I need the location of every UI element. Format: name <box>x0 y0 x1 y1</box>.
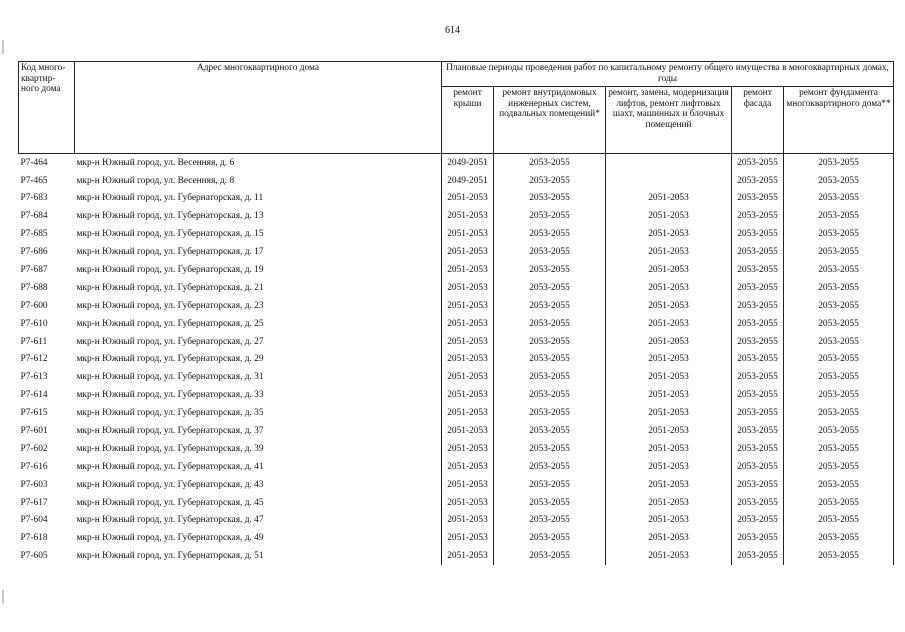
cell-facade: 2053-2055 <box>732 494 784 512</box>
cell-facade: 2053-2055 <box>732 422 784 440</box>
cell-foundation: 2053-2055 <box>784 458 894 476</box>
cell-lifts: 2051-2053 <box>606 476 732 494</box>
cell-lifts: 2051-2053 <box>606 548 732 566</box>
cell-address: мкр-н Южный город, ул. Губернаторская, д. 31 <box>76 372 264 383</box>
cell-lifts: 2051-2053 <box>606 333 732 351</box>
cell-facade: 2053-2055 <box>732 226 784 244</box>
cell-systems: 2053-2055 <box>494 494 606 512</box>
cell-roof: 2051-2053 <box>442 297 494 315</box>
cell-systems: 2053-2055 <box>494 440 606 458</box>
cell-code: Р7-611 <box>20 336 48 347</box>
cell-lifts: 2051-2053 <box>606 512 732 530</box>
cell-roof: 2051-2053 <box>442 548 494 566</box>
cell-code: Р7-612 <box>20 354 48 365</box>
cell-facade: 2053-2055 <box>732 548 784 566</box>
cell-code: Р7-685 <box>20 229 48 240</box>
header-foundation: ремонт фундамента многоквартирного дома** <box>784 87 894 154</box>
cell-systems: 2053-2055 <box>494 422 606 440</box>
cell-roof: 2051-2053 <box>442 333 494 351</box>
header-address: Адрес многоквартирного дома <box>75 62 442 154</box>
cell-systems: 2053-2055 <box>494 208 606 226</box>
cell-foundation: 2053-2055 <box>784 494 894 512</box>
cell-roof: 2051-2053 <box>442 404 494 422</box>
cell-facade: 2053-2055 <box>732 512 784 530</box>
cell-address: мкр-н Южный город, ул. Губернаторская, д. 27 <box>76 336 264 347</box>
table-row <box>19 190 894 208</box>
cell-address: мкр-н Южный город, ул. Губернаторская, д. 19 <box>76 264 264 275</box>
cell-code: Р7-605 <box>20 551 48 562</box>
table-row <box>19 476 894 494</box>
cell-code: Р7-464 <box>20 157 48 168</box>
cell-code: Р7-602 <box>20 443 48 454</box>
cell-systems: 2053-2055 <box>494 387 606 405</box>
cell-foundation: 2053-2055 <box>784 387 894 405</box>
cell-systems: 2053-2055 <box>494 226 606 244</box>
cell-lifts: 2051-2053 <box>606 404 732 422</box>
cell-code: Р7-465 <box>20 175 48 186</box>
cell-code: Р7-613 <box>20 372 48 383</box>
table-row <box>19 154 894 172</box>
cell-facade: 2053-2055 <box>732 154 784 172</box>
cell-lifts: 2051-2053 <box>606 422 732 440</box>
table-row <box>19 494 894 512</box>
header-facade: ремонт фасада <box>732 87 784 154</box>
cell-address: мкр-н Южный город, ул. Губернаторская, д. 41 <box>76 461 264 472</box>
cell-systems: 2053-2055 <box>494 243 606 261</box>
cell-lifts: 2051-2053 <box>606 208 732 226</box>
cell-systems: 2053-2055 <box>494 476 606 494</box>
cell-address: мкр-н Южный город, ул. Губернаторская, д. 29 <box>76 354 264 365</box>
capital-repair-schedule-table <box>18 61 894 565</box>
cell-code: Р7-684 <box>20 211 48 222</box>
cell-roof: 2051-2053 <box>442 476 494 494</box>
cell-roof: 2051-2053 <box>442 440 494 458</box>
table-row <box>19 226 894 244</box>
header-planned-periods: Плановые периоды проведения работ по капитальному ремонту общего имущества в многоквартирных домах, годы <box>442 62 894 87</box>
cell-code: Р7-615 <box>20 408 48 419</box>
cell-roof: 2051-2053 <box>442 315 494 333</box>
cell-facade: 2053-2055 <box>732 208 784 226</box>
cell-foundation: 2053-2055 <box>784 476 894 494</box>
cell-code: Р7-688 <box>20 282 48 293</box>
cell-lifts: 2051-2053 <box>606 530 732 548</box>
cell-facade: 2053-2055 <box>732 476 784 494</box>
cell-code: Р7-614 <box>20 390 48 401</box>
cell-lifts: 2051-2053 <box>606 440 732 458</box>
cell-address: мкр-н Южный город, ул. Губернаторская, д. 39 <box>76 443 264 454</box>
table-row <box>19 315 894 333</box>
cell-systems: 2053-2055 <box>494 154 606 172</box>
cell-facade: 2053-2055 <box>732 333 784 351</box>
cell-systems: 2053-2055 <box>494 351 606 369</box>
header-lifts: ремонт, замена, модернизация лифтов, ремонт лифтовых шахт, машинных и блочных помещений <box>606 87 732 154</box>
cell-roof: 2051-2053 <box>442 422 494 440</box>
cell-address: мкр-н Южный город, ул. Губернаторская, д. 17 <box>76 247 264 258</box>
cell-foundation: 2053-2055 <box>784 548 894 566</box>
cell-foundation: 2053-2055 <box>784 172 894 190</box>
cell-facade: 2053-2055 <box>732 387 784 405</box>
cell-roof: 2049-2051 <box>442 172 494 190</box>
cell-systems: 2053-2055 <box>494 297 606 315</box>
cell-address: мкр-н Южный город, ул. Губернаторская, д. 13 <box>76 211 264 222</box>
cell-foundation: 2053-2055 <box>784 190 894 208</box>
cell-roof: 2051-2053 <box>442 458 494 476</box>
cell-foundation: 2053-2055 <box>784 279 894 297</box>
cell-lifts: 2051-2053 <box>606 279 732 297</box>
cell-lifts: 2051-2053 <box>606 351 732 369</box>
table-row <box>19 369 894 387</box>
cell-foundation: 2053-2055 <box>784 351 894 369</box>
cell-address: мкр-н Южный город, ул. Губернаторская, д. 49 <box>76 533 264 544</box>
cell-roof: 2051-2053 <box>442 369 494 387</box>
cell-lifts: 2051-2053 <box>606 387 732 405</box>
table-row <box>19 243 894 261</box>
cell-facade: 2053-2055 <box>732 261 784 279</box>
cell-systems: 2053-2055 <box>494 458 606 476</box>
cell-systems: 2053-2055 <box>494 512 606 530</box>
table-row <box>19 208 894 226</box>
cell-foundation: 2053-2055 <box>784 226 894 244</box>
cell-address: мкр-н Южный город, ул. Губернаторская, д. 25 <box>76 318 264 329</box>
cell-systems: 2053-2055 <box>494 333 606 351</box>
cell-lifts: 2051-2053 <box>606 369 732 387</box>
cell-systems: 2053-2055 <box>494 315 606 333</box>
cell-address: мкр-н Южный город, ул. Губернаторская, д. 33 <box>76 390 264 401</box>
cell-facade: 2053-2055 <box>732 369 784 387</box>
table-row <box>19 548 894 566</box>
table-row <box>19 351 894 369</box>
cell-lifts: 2051-2053 <box>606 315 732 333</box>
cell-roof: 2051-2053 <box>442 530 494 548</box>
table-row <box>19 440 894 458</box>
table-row <box>19 404 894 422</box>
cell-code: Р7-610 <box>20 318 48 329</box>
cell-foundation: 2053-2055 <box>784 333 894 351</box>
cell-code: Р7-604 <box>20 515 48 526</box>
cell-code: Р7-603 <box>20 479 48 490</box>
cell-roof: 2051-2053 <box>442 279 494 297</box>
cell-facade: 2053-2055 <box>732 404 784 422</box>
cell-roof: 2049-2051 <box>442 154 494 172</box>
scan-margin-mark <box>2 40 4 54</box>
cell-code: Р7-600 <box>20 300 48 311</box>
cell-lifts: 2051-2053 <box>606 190 732 208</box>
scan-margin-mark <box>2 590 4 604</box>
cell-code: Р7-601 <box>20 426 48 436</box>
cell-lifts: 2051-2053 <box>606 297 732 315</box>
cell-lifts: 2051-2053 <box>606 261 732 279</box>
table-row <box>19 261 894 279</box>
cell-code: Р7-687 <box>20 264 48 275</box>
cell-systems: 2053-2055 <box>494 261 606 279</box>
cell-foundation: 2053-2055 <box>784 315 894 333</box>
cell-roof: 2051-2053 <box>442 226 494 244</box>
cell-systems: 2053-2055 <box>494 548 606 566</box>
table-row <box>19 512 894 530</box>
cell-code: Р7-616 <box>20 461 48 472</box>
cell-foundation: 2053-2055 <box>784 243 894 261</box>
table-row <box>19 333 894 351</box>
cell-address: мкр-н Южный город, ул. Губернаторская, д. 11 <box>76 193 264 204</box>
table-row <box>19 458 894 476</box>
cell-roof: 2051-2053 <box>442 387 494 405</box>
cell-roof: 2051-2053 <box>442 351 494 369</box>
cell-lifts: 2051-2053 <box>606 243 732 261</box>
cell-code: Р7-683 <box>20 193 48 204</box>
cell-address: мкр-н Южный город, ул. Губернаторская, д. 21 <box>76 282 264 293</box>
cell-facade: 2053-2055 <box>732 243 784 261</box>
cell-address: мкр-н Южный город, ул. Губернаторская, д. 51 <box>76 551 264 562</box>
table-header <box>19 62 894 154</box>
cell-lifts: 2051-2053 <box>606 458 732 476</box>
cell-roof: 2051-2053 <box>442 190 494 208</box>
header-roof: ремонт крыши <box>442 87 494 154</box>
page-number: 614 <box>445 25 460 36</box>
cell-facade: 2053-2055 <box>732 172 784 190</box>
cell-systems: 2053-2055 <box>494 530 606 548</box>
cell-address: мкр-н Южный город, ул. Губернаторская, д. 45 <box>76 497 264 508</box>
cell-foundation: 2053-2055 <box>784 154 894 172</box>
cell-facade: 2053-2055 <box>732 315 784 333</box>
cell-systems: 2053-2055 <box>494 172 606 190</box>
cell-facade: 2053-2055 <box>732 440 784 458</box>
cell-facade: 2053-2055 <box>732 190 784 208</box>
cell-foundation: 2053-2055 <box>784 297 894 315</box>
cell-foundation: 2053-2055 <box>784 404 894 422</box>
table-row <box>19 422 894 440</box>
cell-lifts <box>606 154 732 172</box>
cell-facade: 2053-2055 <box>732 279 784 297</box>
cell-address: мкр-н Южный город, ул. Весенняя, д. 6 <box>76 157 235 168</box>
cell-address: мкр-н Южный город, ул. Губернаторская, д. 35 <box>76 408 264 419</box>
cell-facade: 2053-2055 <box>732 297 784 315</box>
table-row <box>19 387 894 405</box>
header-systems: ремонт внутридомовых инженерных систем, подвальных помещений* <box>494 87 606 154</box>
cell-systems: 2053-2055 <box>494 404 606 422</box>
cell-roof: 2051-2053 <box>442 261 494 279</box>
table-row <box>19 297 894 315</box>
cell-address: мкр-н Южный город, ул. Губернаторская, д. 43 <box>76 479 264 490</box>
header-code: Код много-квартир-ного дома <box>19 62 75 154</box>
cell-roof: 2051-2053 <box>442 512 494 530</box>
cell-roof: 2051-2053 <box>442 494 494 512</box>
cell-foundation: 2053-2055 <box>784 440 894 458</box>
cell-code: Р7-686 <box>20 247 48 258</box>
cell-facade: 2053-2055 <box>732 458 784 476</box>
cell-address: мкр-н Южный город, ул. Губернаторская, д. 15 <box>76 229 264 240</box>
cell-roof: 2051-2053 <box>442 208 494 226</box>
cell-foundation: 2053-2055 <box>784 422 894 440</box>
table-row <box>19 172 894 190</box>
cell-roof: 2051-2053 <box>442 243 494 261</box>
cell-foundation: 2053-2055 <box>784 512 894 530</box>
cell-foundation: 2053-2055 <box>784 261 894 279</box>
cell-address: мкр-н Южный город, ул. Весенняя, д. 8 <box>76 175 235 186</box>
cell-systems: 2053-2055 <box>494 279 606 297</box>
cell-systems: 2053-2055 <box>494 369 606 387</box>
table-row <box>19 279 894 297</box>
cell-foundation: 2053-2055 <box>784 369 894 387</box>
cell-facade: 2053-2055 <box>732 530 784 548</box>
cell-address: мкр-н Южный город, ул. Губернаторская, д. 47 <box>76 515 264 526</box>
table-body <box>19 154 894 566</box>
cell-systems: 2053-2055 <box>494 190 606 208</box>
cell-foundation: 2053-2055 <box>784 530 894 548</box>
cell-code: Р7-617 <box>20 497 48 508</box>
cell-address: мкр-н Южный город, ул. Губернаторская, д. 37 <box>76 426 264 436</box>
table-row <box>19 530 894 548</box>
cell-foundation: 2053-2055 <box>784 208 894 226</box>
cell-lifts: 2051-2053 <box>606 226 732 244</box>
cell-facade: 2053-2055 <box>732 351 784 369</box>
cell-lifts <box>606 172 732 190</box>
cell-code: Р7-618 <box>20 533 48 544</box>
cell-address: мкр-н Южный город, ул. Губернаторская, д. 23 <box>76 300 264 311</box>
cell-lifts: 2051-2053 <box>606 494 732 512</box>
